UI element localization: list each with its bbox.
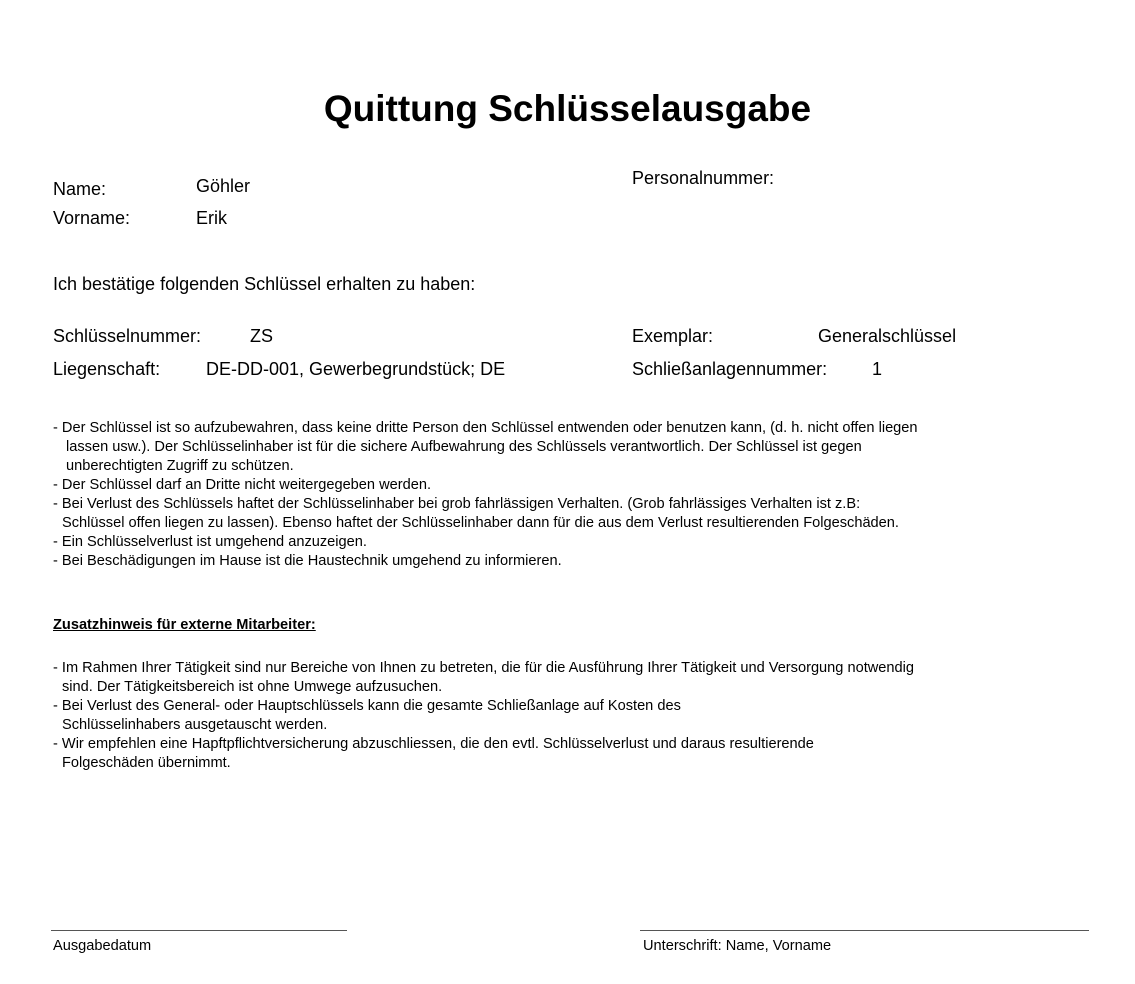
rule-line: - Bei Verlust des Schlüssels haftet der Schlüsselinhaber bei grob fahrlässigen Verhalten. (Grob fahrlässiges Verhalten ist z.B: — [53, 496, 861, 512]
rule-line: - Der Schlüssel ist so aufzubewahren, dass keine dritte Person den Schlüssel entwenden oder benutzen kann, (d. h. nicht offen liegen — [53, 420, 918, 436]
schluesselnummer-value: ZS — [250, 326, 274, 346]
external-rules-section — [53, 659, 914, 773]
rule-line: - Ein Schlüsselverlust ist umgehend anzuzeigen. — [53, 534, 367, 550]
rule-line: unberechtigten Zugriff zu schützen. — [66, 458, 294, 474]
external-rule-line: - Wir empfehlen eine Hapftpflichtversicherung abzuschliessen, die den evtl. Schlüsselverlust und daraus resultierende — [53, 736, 814, 752]
name-label: Name: — [53, 179, 107, 199]
external-rule-line: - Bei Verlust des General- oder Hauptschlüssels kann die gesamte Schließanlage auf Kosten des — [53, 698, 681, 714]
rule-line: - Bei Beschädigungen im Hause ist die Haustechnik umgehend zu informieren. — [53, 553, 562, 569]
external-rule-line: sind. Der Tätigkeitsbereich ist ohne Umwege aufzusuchen. — [62, 679, 443, 695]
name-signature-line — [640, 930, 1089, 931]
name-value: Göhler — [196, 176, 251, 196]
date-signature-line — [51, 930, 347, 931]
rule-line: Schlüssel offen liegen zu lassen). Ebenso haftet der Schlüsselinhaber dann für die aus dem Verlust resultierenden Folgeschäden. — [62, 515, 899, 531]
rule-line: lassen usw.). Der Schlüsselinhaber ist für die sichere Aufbewahrung des Schlüssels verantwortlich. Der Schlüssel ist gegen — [66, 439, 862, 455]
external-rule-line: Schlüsselinhabers ausgetauscht werden. — [62, 717, 328, 733]
confirmation-text: Ich bestätige folgenden Schlüssel erhalten zu haben: — [53, 274, 476, 294]
rule-line: - Der Schlüssel darf an Dritte nicht weitergegeben werden. — [53, 477, 432, 493]
external-rule-line: - Im Rahmen Ihrer Tätigkeit sind nur Bereiche von Ihnen zu betreten, die für die Ausführung Ihrer Tätigkeit und Versorgung notwendig — [53, 660, 914, 676]
vorname-value: Erik — [196, 208, 227, 228]
vorname-label: Vorname: — [53, 208, 131, 228]
personalnummer-label: Personalnummer: — [632, 168, 775, 188]
liegenschaft-label: Liegenschaft: — [53, 359, 161, 379]
exemplar-label: Exemplar: — [632, 326, 714, 346]
schliessanlage-label: Schließanlagennummer: — [632, 359, 828, 379]
exemplar-value: Generalschlüssel — [818, 326, 957, 346]
schliessanlage-value: 1 — [872, 359, 883, 379]
date-label: Ausgabedatum — [53, 938, 152, 954]
rules-section — [53, 419, 918, 571]
page-title: Quittung Schlüsselausgabe — [323, 88, 812, 129]
external-heading: Zusatzhinweis für externe Mitarbeiter: — [53, 617, 316, 633]
schluesselnummer-label: Schlüsselnummer: — [53, 326, 202, 346]
external-rule-line: Folgeschäden übernimmt. — [62, 755, 231, 771]
liegenschaft-value: DE-DD-001, Gewerbegrundstück; DE — [206, 359, 506, 379]
signature-label: Unterschrift: Name, Vorname — [643, 938, 832, 954]
